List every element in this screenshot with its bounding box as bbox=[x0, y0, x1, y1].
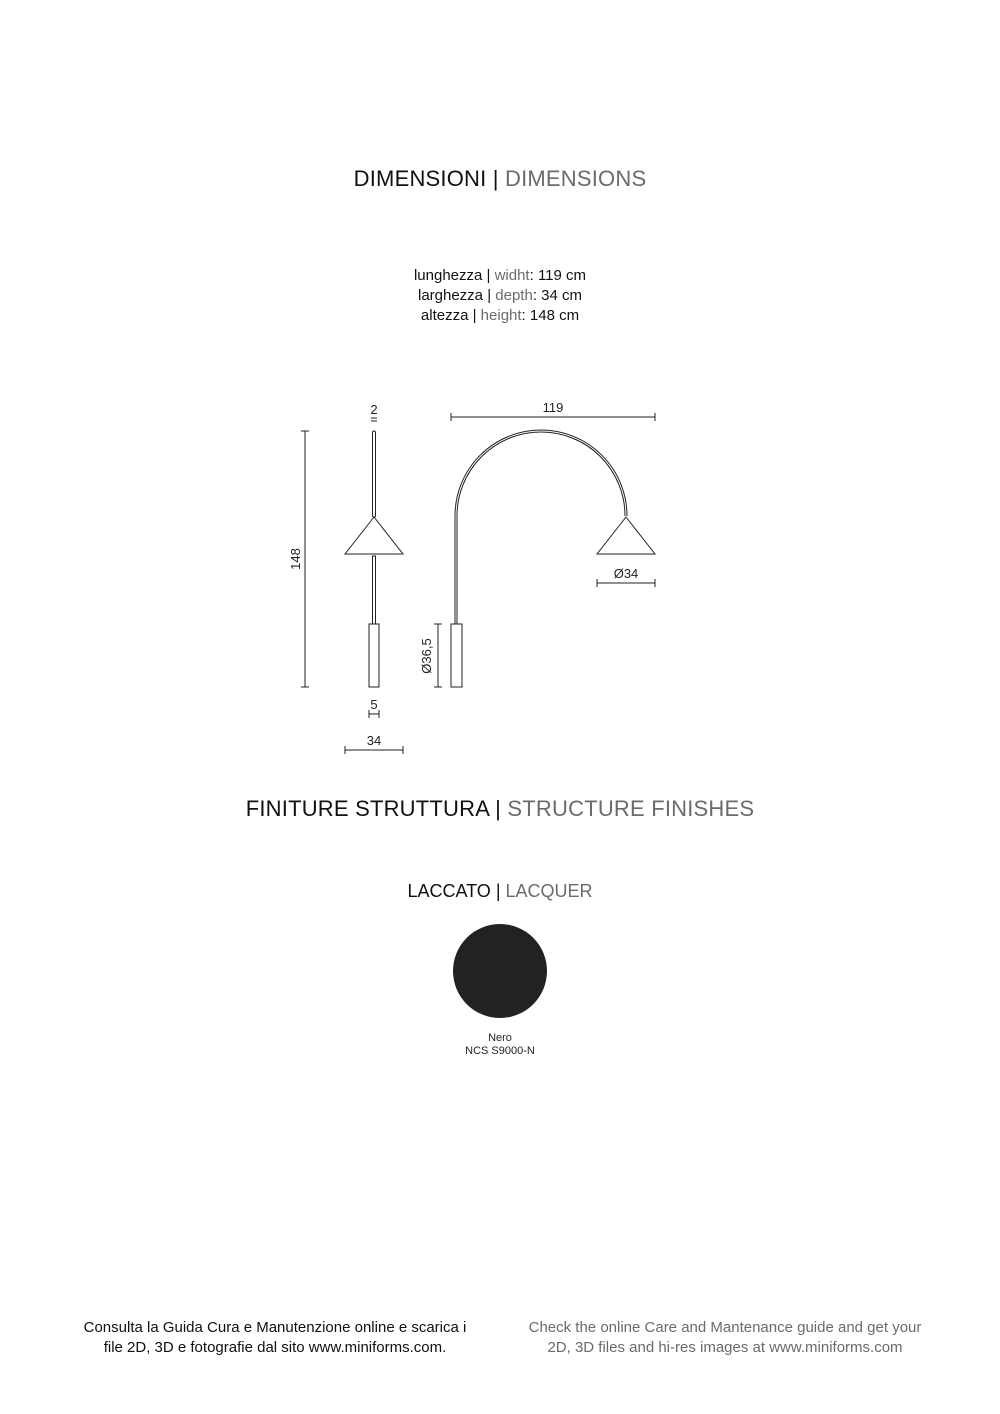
side-view-upper-stem bbox=[373, 431, 376, 517]
lacquer-title bbox=[0, 881, 1000, 902]
spec-value: : 119 cm bbox=[529, 267, 587, 284]
title-separator: | bbox=[490, 881, 506, 901]
footer-en-line1: Check the online Care and Mantenance guide and get your bbox=[528, 1319, 922, 1336]
dimensions-title-en: DIMENSIONS bbox=[504, 166, 647, 191]
swatch-label bbox=[0, 1032, 1000, 1058]
side-view-base bbox=[369, 624, 379, 687]
dim-label-height: 148 bbox=[288, 548, 303, 570]
swatch-name: Nero bbox=[488, 1032, 512, 1044]
finish-swatch-nero bbox=[453, 924, 547, 1018]
title-separator: | bbox=[486, 166, 505, 191]
dim-label-width: 119 bbox=[542, 400, 564, 415]
finishes-title-it: FINITURE STRUTTURA bbox=[245, 796, 489, 821]
spec-label-en: height bbox=[480, 307, 522, 324]
spec-label-en: widht bbox=[494, 267, 530, 284]
finishes-title-en: STRUCTURE FINISHES bbox=[507, 796, 755, 821]
dim-label-depth: 34 bbox=[366, 733, 382, 748]
spec-value: : 148 cm bbox=[521, 307, 580, 324]
side-view-shade bbox=[345, 517, 403, 554]
swatch-code: NCS S9000-N bbox=[465, 1045, 535, 1057]
front-view-arc-arm bbox=[456, 431, 626, 624]
front-view-arc-arm-inner bbox=[456, 431, 626, 624]
side-view-lower-stem bbox=[373, 556, 376, 624]
lacquer-title-en: LACQUER bbox=[505, 881, 593, 901]
footer-it-line1: Consulta la Guida Cura e Manutenzione online e scarica i bbox=[83, 1319, 467, 1336]
dim-label-base-width: 5 bbox=[370, 697, 378, 712]
spec-label-en: depth bbox=[495, 287, 533, 304]
finishes-title bbox=[0, 796, 1000, 822]
dim-label-top: 2 bbox=[370, 402, 378, 417]
spec-sep: | bbox=[468, 307, 481, 324]
dim-label-base-diameter: Ø36,5 bbox=[419, 638, 434, 674]
spec-label-it: altezza bbox=[420, 307, 469, 324]
spec-label-it: lunghezza bbox=[413, 267, 483, 284]
spec-sep: | bbox=[483, 287, 496, 304]
lacquer-title-it: LACCATO bbox=[407, 881, 491, 901]
footer-en-line2: 2D, 3D files and hi-res images at www.miniforms.com bbox=[547, 1339, 903, 1356]
spec-sep: | bbox=[482, 267, 495, 284]
footer-italian bbox=[40, 1318, 510, 1358]
dim-label-shade-diameter: Ø34 bbox=[613, 566, 639, 581]
front-view-shade bbox=[597, 517, 655, 554]
spec-label-it: larghezza bbox=[417, 287, 484, 304]
spec-value: : 34 cm bbox=[532, 287, 582, 304]
title-separator: | bbox=[488, 796, 508, 821]
dimensions-title-it: DIMENSIONI bbox=[353, 166, 487, 191]
front-view-base bbox=[451, 624, 462, 687]
footer-english bbox=[495, 1318, 955, 1358]
footer-it-line2: file 2D, 3D e fotografie dal sito www.miniforms.com. bbox=[103, 1339, 447, 1356]
